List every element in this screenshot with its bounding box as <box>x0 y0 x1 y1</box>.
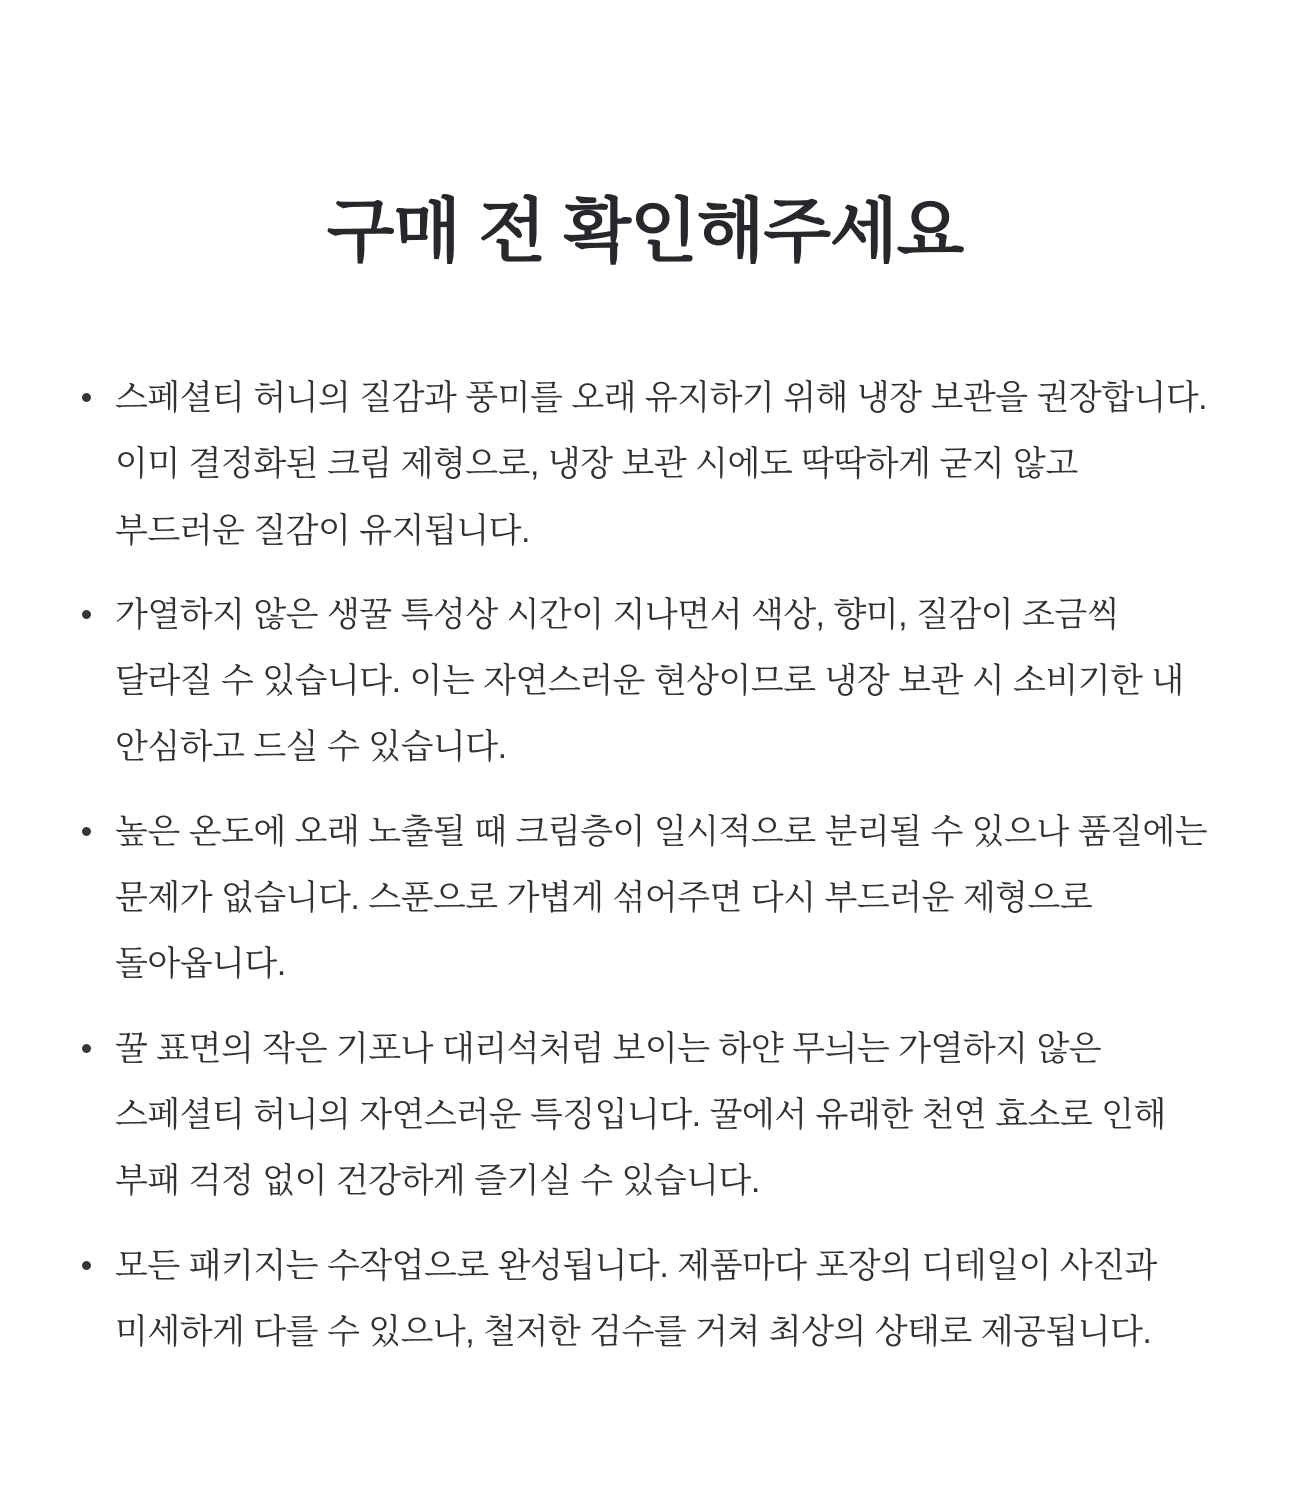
page-title: 구매 전 확인해주세요 <box>326 192 964 270</box>
bullet-dot-icon <box>82 1261 91 1270</box>
notice-item-storage <box>78 365 1212 564</box>
notice-text: 스페셜티 허니의 질감과 풍미를 오래 유지하기 위해 냉장 보관을 권장합니다. 이미 결정화된 크림 제형으로, 냉장 보관 시에도 딱딱하게 굳지 않고 부드러운 질감이 유지됩니다. <box>115 379 1208 550</box>
bullet-dot-icon <box>82 827 91 836</box>
notice-item-surface-pattern <box>78 1016 1212 1215</box>
notice-item-raw-honey-change <box>78 582 1212 781</box>
bullet-dot-icon <box>82 1044 91 1053</box>
notice-text: 모든 패키지는 수작업으로 완성됩니다. 제품마다 포장의 디테일이 사진과 미세하게 다를 수 있으나, 철저한 검수를 거쳐 최상의 상태로 제공됩니다. <box>115 1246 1157 1351</box>
bullet-dot-icon <box>82 393 91 402</box>
notice-item-handmade-package <box>78 1233 1212 1366</box>
notice-text: 높은 온도에 오래 노출될 때 크림층이 일시적으로 분리될 수 있으나 품질에는 문제가 없습니다. 스푼으로 가볍게 섞어주면 다시 부드러운 제형으로 돌아옵니다. <box>115 812 1208 984</box>
notice-item-separation <box>78 799 1212 998</box>
notice-text: 가열하지 않은 생꿀 특성상 시간이 지나면서 색상, 향미, 질감이 조금씩 달라질 수 있습니다. 이는 자연스러운 현상이므로 냉장 보관 시 소비기한 내 안심하고 드실 수 있습니다. <box>115 595 1184 767</box>
notice-text: 꿀 표면의 작은 기포나 대리석처럼 보이는 하얀 무늬는 가열하지 않은 스페셜티 허니의 자연스러운 특징입니다. 꿀에서 유래한 천연 효소로 인해 부패 걱정 없이 건강하게 즐기실 수 있습니다. <box>115 1029 1166 1201</box>
bullet-dot-icon <box>82 610 91 619</box>
notice-list <box>78 365 1212 1365</box>
